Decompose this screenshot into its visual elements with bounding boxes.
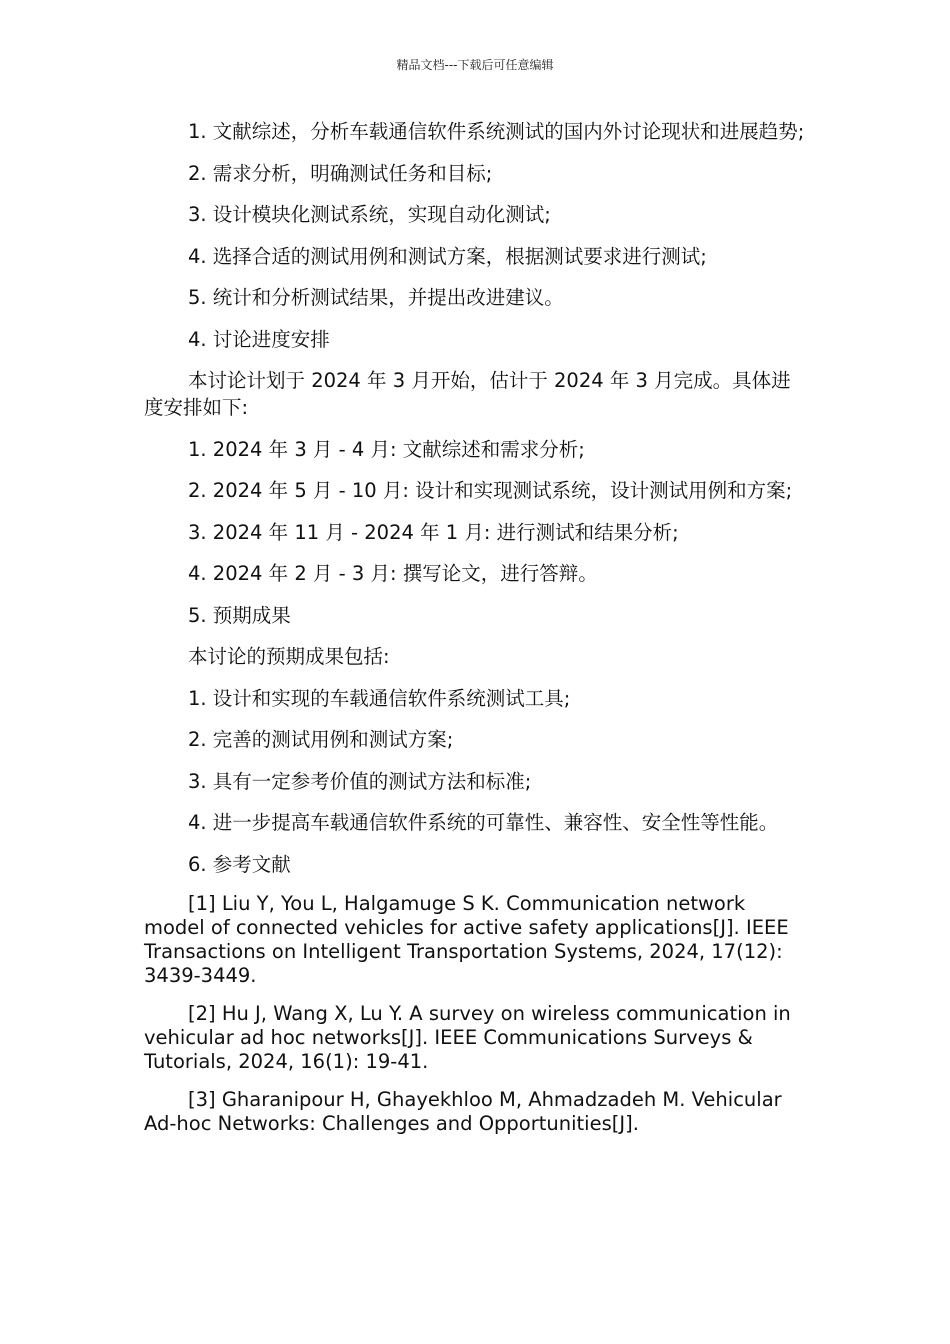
schedule-item-2: 2. 2024 年 5 月 - 10 月: 设计和实现测试系统，设计测试用例和方案; [188,479,793,502]
reference-item-2: [2] Hu J, Wang X, Lu Y. A survey on wireless communication in vehicular ad hoc networks[J]. IEEE Communications Surveys & Tutorials, 2024, 16(1): 19-41. [144,1002,791,1073]
document-body [144,118,808,1150]
schedule-item-3: 3. 2024 年 11 月 - 2024 年 1 月: 进行测试和结果分析; [188,520,679,544]
section-heading-references: 6. 参考文献 [188,852,291,876]
paragraph-item-1: 1. 文献综述，分析车载通信软件系统测试的国内外讨论现状和进展趋势; [188,120,805,143]
section-heading-results: 5. 预期成果 [188,603,291,627]
results-intro: 本讨论的预期成果包括: [188,645,390,668]
schedule-intro: 本讨论计划于 2024 年 3 月开始，估计于 2024 年 3 月完成。具体进度安排如下: [144,369,791,419]
result-item-1: 1. 设计和实现的车载通信软件系统测试工具; [188,686,571,710]
paragraph-item-2: 2. 需求分析，明确测试任务和目标; [188,161,493,185]
schedule-item-4: 4. 2024 年 2 月 - 3 月: 撰写论文，进行答辩。 [188,562,598,585]
paragraph-item-3: 3. 设计模块化测试系统，实现自动化测试; [188,203,551,226]
reference-item-1: [1] Liu Y, You L, Halgamuge S K. Communication network model of connected vehicles for active safety applications[J]. IEEE Transactions on Intelligent Transportation Systems, 2024, 17(12): 3439-3449. [144,892,789,987]
schedule-item-1: 1. 2024 年 3 月 - 4 月: 文献综述和需求分析; [188,437,585,461]
result-item-2: 2. 完善的测试用例和测试方案; [188,728,454,751]
result-item-3: 3. 具有一定参考价值的测试方法和标准; [188,769,532,793]
result-item-4: 4. 进一步提高车载通信软件系统的可靠性、兼容性、安全性等性能。 [188,811,779,834]
paragraph-item-4: 4. 选择合适的测试用例和测试方案，根据测试要求进行测试; [188,244,707,268]
reference-item-3: [3] Gharanipour H, Ghayekhloo M, Ahmadzadeh M. Vehicular Ad-hoc Networks: Challenges and Opportunities[J]. [144,1088,782,1135]
page-header: 精品文档---下载后可任意编辑 [396,58,554,72]
section-heading-schedule: 4. 讨论进度安排 [188,327,330,351]
paragraph-item-5: 5. 统计和分析测试结果，并提出改进建议。 [188,286,564,309]
